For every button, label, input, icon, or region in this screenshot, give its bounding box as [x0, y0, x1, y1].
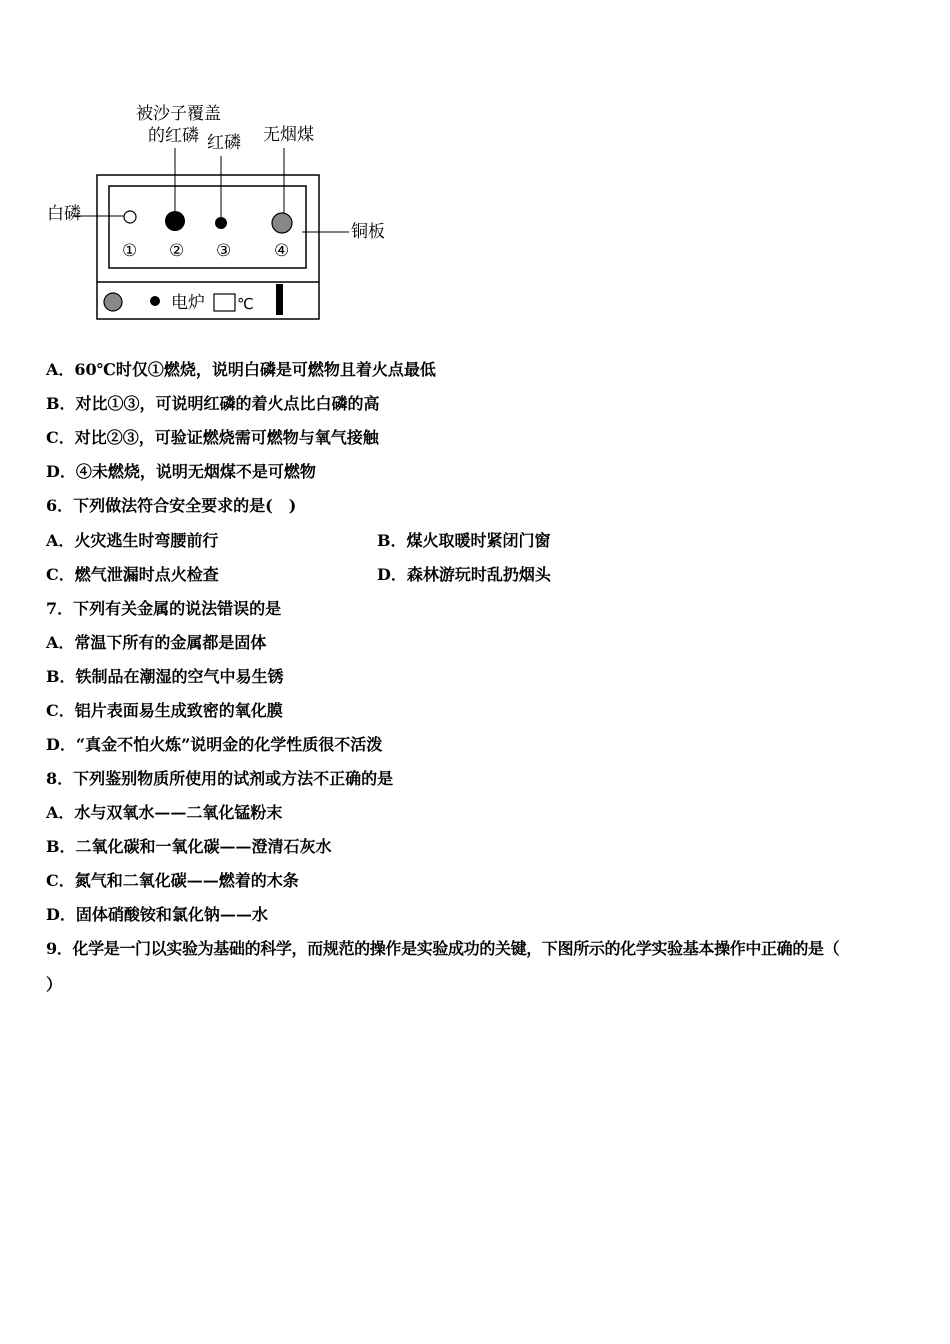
q8-option-c: C．氮气和二氧化碳——燃着的木条 — [46, 871, 299, 890]
q8-option-b: B．二氧化碳和一氧化碳——澄清石灰水 — [46, 837, 332, 856]
q6-option-d: D．森林游玩时乱扔烟头 — [377, 565, 551, 584]
q9-stem-line1: 9．化学是一门以实验为基础的科学，而规范的操作是实验成功的关键，下图所示的化学实验基本操作中正确的是（ — [46, 939, 840, 958]
q7-option-b: B．铁制品在潮湿的空气中易生锈 — [46, 667, 284, 686]
q5-option-c: C．对比②③，可验证燃烧需可燃物与氧气接触 — [46, 428, 379, 447]
q6-stem: 6．下列做法符合安全要求的是( ) — [46, 496, 297, 515]
temperature-display — [214, 294, 235, 311]
marker-4: ④ — [274, 241, 290, 261]
marker-2: ② — [169, 241, 185, 261]
label-stove: 电炉 — [171, 293, 205, 313]
q6-option-b: B．煤火取暖时紧闭门窗 — [377, 531, 551, 550]
label-celsius: ℃ — [237, 295, 254, 313]
q5-option-b: B．对比①③，可说明红磷的着火点比白磷的高 — [46, 394, 380, 413]
marker-3: ③ — [216, 241, 232, 261]
label-anthracite: 无烟煤 — [263, 125, 314, 145]
label-red-phosphorus: 红磷 — [207, 133, 241, 153]
covered-red-phosphorus-sample — [165, 211, 185, 231]
q6-option-c: C．燃气泄漏时点火检查 — [46, 565, 219, 584]
marker-1: ① — [122, 241, 138, 261]
stove-knob-large — [104, 293, 122, 311]
q8-option-a: A．水与双氧水——二氧化锰粉末 — [46, 803, 283, 822]
white-phosphorus-sample — [124, 211, 136, 223]
label-copper-plate: 铜板 — [351, 222, 385, 242]
red-phosphorus-sample — [215, 217, 227, 229]
q9-stem-line2: ） — [46, 975, 63, 994]
stove-knob-small — [150, 296, 160, 306]
anthracite-sample — [272, 213, 292, 233]
label-white-phosphorus: 白磷 — [47, 204, 81, 224]
q5-option-d: D．④未燃烧，说明无烟煤不是可燃物 — [46, 462, 316, 481]
q6-option-a: A．火灾逃生时弯腰前行 — [46, 531, 219, 550]
label-covered-line2: 的红磷 — [148, 126, 199, 146]
q7-option-c: C．铝片表面易生成致密的氧化膜 — [46, 701, 283, 720]
q7-stem: 7．下列有关金属的说法错误的是 — [46, 599, 282, 618]
combustion-experiment-diagram — [40, 100, 400, 330]
label-covered-line1: 被沙子覆盖 — [136, 104, 221, 124]
q8-stem: 8．下列鉴别物质所使用的试剂或方法不正确的是 — [46, 769, 394, 788]
q7-option-d: D．“真金不怕火炼”说明金的化学性质很不活泼 — [46, 735, 383, 754]
q7-option-a: A．常温下所有的金属都是固体 — [46, 633, 267, 652]
stove-switch — [276, 284, 283, 315]
q8-option-d: D．固体硝酸铵和氯化钠——水 — [46, 905, 268, 924]
q5-option-a: A．60℃时仅①燃烧，说明白磷是可燃物且着火点最低 — [46, 360, 436, 379]
